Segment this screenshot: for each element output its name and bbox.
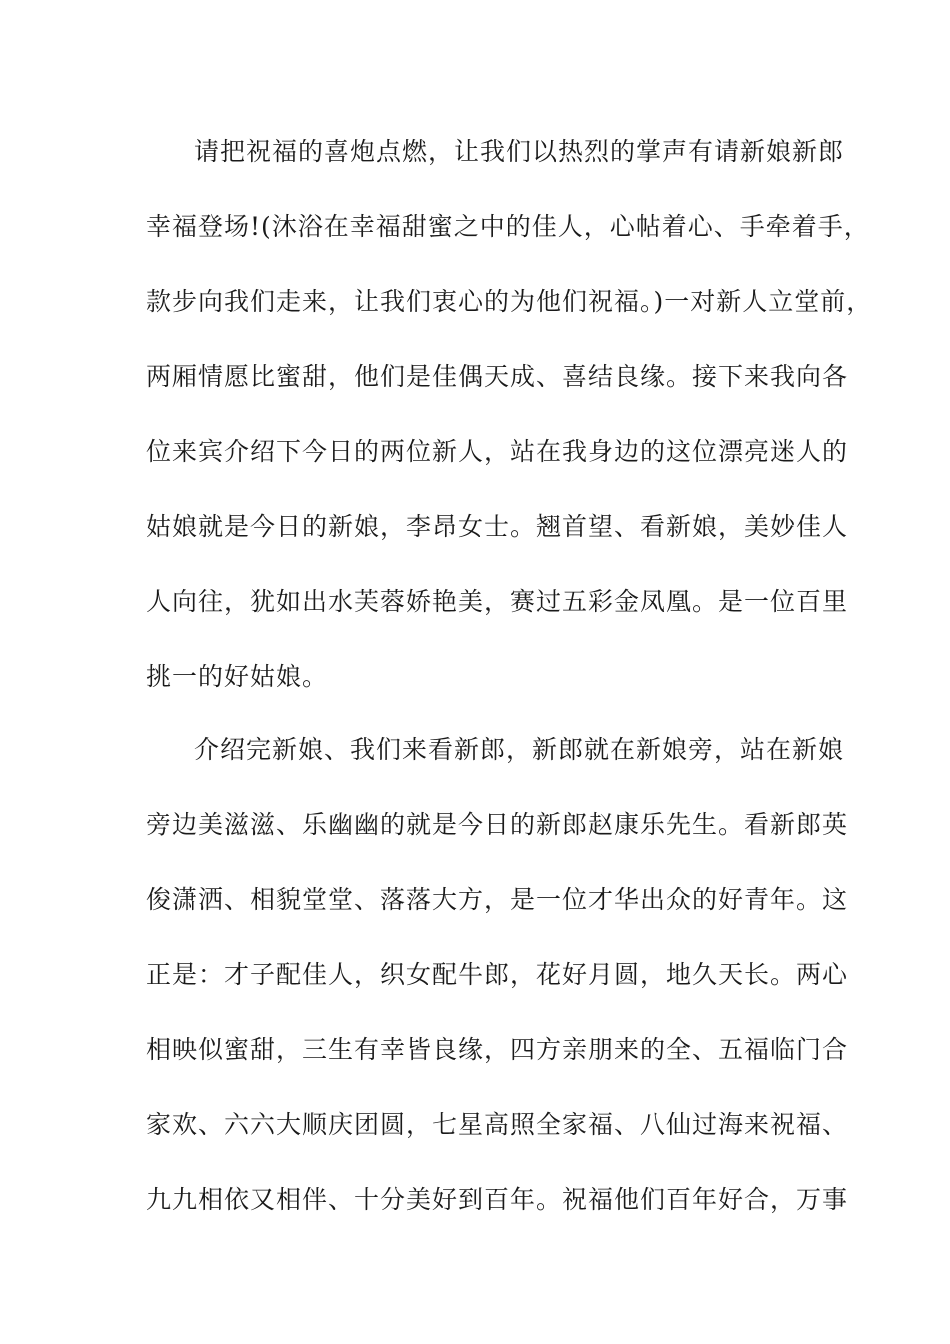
paragraph-1-line-4: 两厢情愿比蜜甜，他们是佳偶天成、喜结良缘。接下来我向各 <box>146 362 849 391</box>
paragraph-2-line-6: 家欢、六六大顺庆团圆，七星高照全家福、八仙过海来祝福、 <box>146 1110 849 1139</box>
paragraph-2-line-5: 相映似蜜甜，三生有幸皆良缘，四方亲朋来的全、五福临门合 <box>146 1035 849 1064</box>
paragraph-1-line-7: 人向往，犹如出水芙蓉娇艳美，赛过五彩金凤凰。是一位百里 <box>146 587 849 616</box>
paragraph-2-line-2: 旁边美滋滋、乐幽幽的就是今日的新郎赵康乐先生。看新郎英 <box>146 810 849 839</box>
paragraph-2-line-1: 介绍完新娘、我们来看新郎，新郎就在新娘旁，站在新娘 <box>194 735 845 764</box>
paragraph-1-line-2: 幸福登场!(沐浴在幸福甜蜜之中的佳人，心帖着心、手牵着手， <box>146 212 870 241</box>
paragraph-1-line-8: 挑一的好姑娘。 <box>146 662 329 691</box>
paragraph-1-line-3: 款步向我们走来，让我们衷心的为他们祝福。)一对新人立堂前， <box>146 287 873 316</box>
paragraph-1-line-1: 请把祝福的喜炮点燃，让我们以热烈的掌声有请新娘新郎 <box>194 137 845 166</box>
paragraph-1-line-5: 位来宾介绍下今日的两位新人，站在我身边的这位漂亮迷人的 <box>146 437 849 466</box>
paragraph-1-line-6: 姑娘就是今日的新娘，李昂女士。翘首望、看新娘，美妙佳人 <box>146 512 849 541</box>
paragraph-2-line-3: 俊潇洒、相貌堂堂、落落大方，是一位才华出众的好青年。这 <box>146 885 849 914</box>
paragraph-2-line-4: 正是：才子配佳人，织女配牛郎，花好月圆，地久天长。两心 <box>146 960 849 989</box>
paragraph-2-line-7: 九九相依又相伴、十分美好到百年。祝福他们百年好合，万事 <box>146 1185 849 1214</box>
